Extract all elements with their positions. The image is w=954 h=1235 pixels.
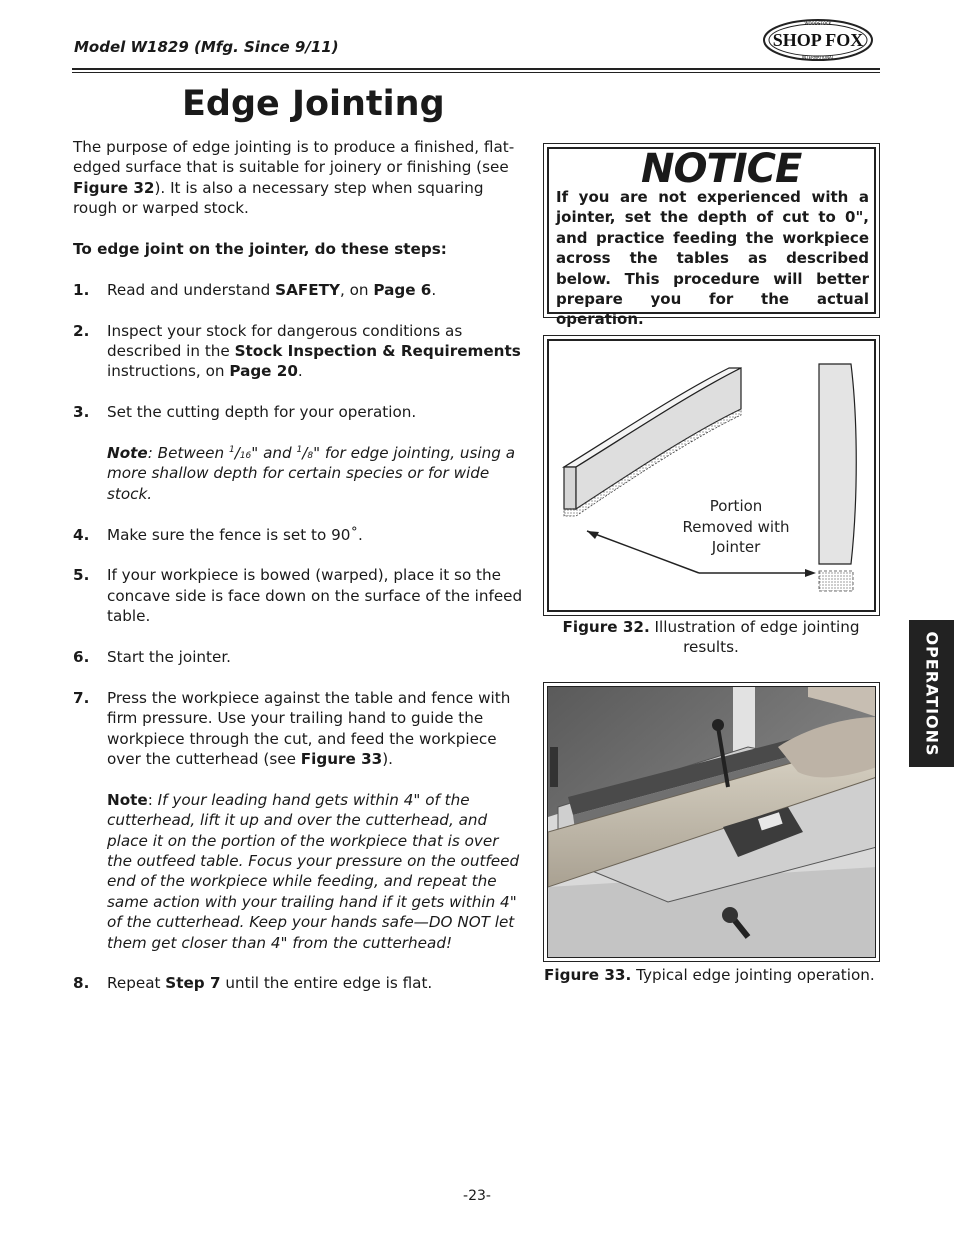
figure-32-caption: Figure 32. Illustration of edge jointing results. bbox=[562, 618, 860, 657]
step-1: 1. Read and understand SAFETY, on Page 6. bbox=[73, 280, 437, 299]
board-side-face bbox=[576, 368, 741, 509]
notice-text: If you are not experienced with a jointer, set the depth of cut to 0", and practice feeding the workpiece across the tables as described below. This procedure will better prepare you for the actual operation. bbox=[556, 188, 869, 329]
step-2: 2. Inspect your stock for dangerous conditions as described in the Stock Inspection & Requirements instructions, on Page 20. bbox=[73, 321, 521, 381]
step-4: 4. Make sure the fence is set to 90˚. bbox=[73, 525, 363, 544]
intro-paragraph: The purpose of edge jointing is to produce a finished, flat-edged surface that is suitable for joinery or finishing (see Figure 32). It is also a necessary step when squaring rough or warped stock. bbox=[73, 138, 515, 218]
figure32-label-line2: Removed with bbox=[682, 518, 790, 536]
arrow-to-board bbox=[587, 531, 699, 573]
shop-fox-logo bbox=[762, 18, 874, 62]
steps-heading: To edge joint on the jointer, do these steps: bbox=[73, 240, 447, 259]
step-3: 3. Set the cutting depth for your operation. Note: Between $^1$/16" and $^1$/8" for edge jointing, using a more shallow depth for certain species or for wide stock. bbox=[73, 402, 523, 504]
figure32-label-line1: Portion bbox=[709, 497, 763, 515]
board-end-view bbox=[819, 364, 856, 564]
instructions-column bbox=[73, 137, 523, 994]
step-6: 6. Start the jointer. bbox=[73, 648, 232, 667]
step-7-note: Note: If your leading hand gets within 4" of the cutterhead, lift it up and over the cutterhead, and place it on the portion of the workpiece that is over the outfeed table. Focus your pressure on the outfeed end of the workpiece while feeding, and repeat the same action with your trailing hand if it gets within 4" of the cutterhead. Keep your hands safe—DO NOT let them get closer than 4" from the cutterhead! bbox=[107, 790, 520, 952]
logo-ring-top: WOODSTOCK bbox=[804, 21, 832, 26]
page-number: -23- bbox=[463, 1188, 491, 1204]
figure32-ref: Figure 32 bbox=[73, 178, 155, 197]
step-5: 5. If your workpiece is bowed (warped), place it so the concave side is face down on the surface of the infeed table. bbox=[73, 566, 523, 626]
edge-jointing-diagram bbox=[549, 341, 876, 612]
model-header: Model W1829 (Mfg. Since 9/11) bbox=[74, 38, 339, 56]
page-title: Edge Jointing bbox=[182, 84, 445, 124]
removed-portion-box bbox=[819, 571, 853, 591]
step-8: 8. Repeat Step 7 until the entire edge is flat. bbox=[73, 974, 433, 993]
logo-ring-bottom: INTERNATIONAL bbox=[801, 55, 835, 60]
step-3-note: Note: Between $^1$/16" and $^1$/8" for edge jointing, using a more shallow depth for certain species or for wide stock. bbox=[107, 444, 516, 503]
figure-33-caption: Figure 33. Typical edge jointing operation. bbox=[544, 966, 875, 984]
header-rule-thick bbox=[72, 68, 880, 70]
board-end-face bbox=[564, 467, 576, 509]
figure32-label-line3: Jointer bbox=[711, 538, 761, 556]
notice-heading: NOTICE bbox=[641, 146, 802, 192]
logo-text: SHOP FOX bbox=[772, 30, 864, 50]
figure-32 bbox=[543, 335, 880, 616]
figure-33 bbox=[543, 682, 880, 962]
operations-side-tab bbox=[909, 620, 954, 767]
operations-side-tab-label: OPERATIONS bbox=[922, 630, 941, 757]
jointer-photo bbox=[548, 687, 876, 958]
header-rule-thin bbox=[72, 72, 880, 73]
step-7: 7. Press the workpiece against the table and fence with firm pressure. Use your trailing hand to guide the workpiece through the cut, and feed the workpiece over the cutterhead (see Figure 33). Note: If your leading hand gets within 4" of the cutterhead, lift it up and over the cutterhead, and place it on the portion of the workpiece that is over the outfeed table. Focus your pressure on the outfeed end of the workpiece while feeding, and repeat the same action with your trailing hand if it gets within 4" of the cutterhead. Keep your hands safe—DO NOT let them get closer than 4" from the cutterhead! bbox=[73, 688, 523, 953]
